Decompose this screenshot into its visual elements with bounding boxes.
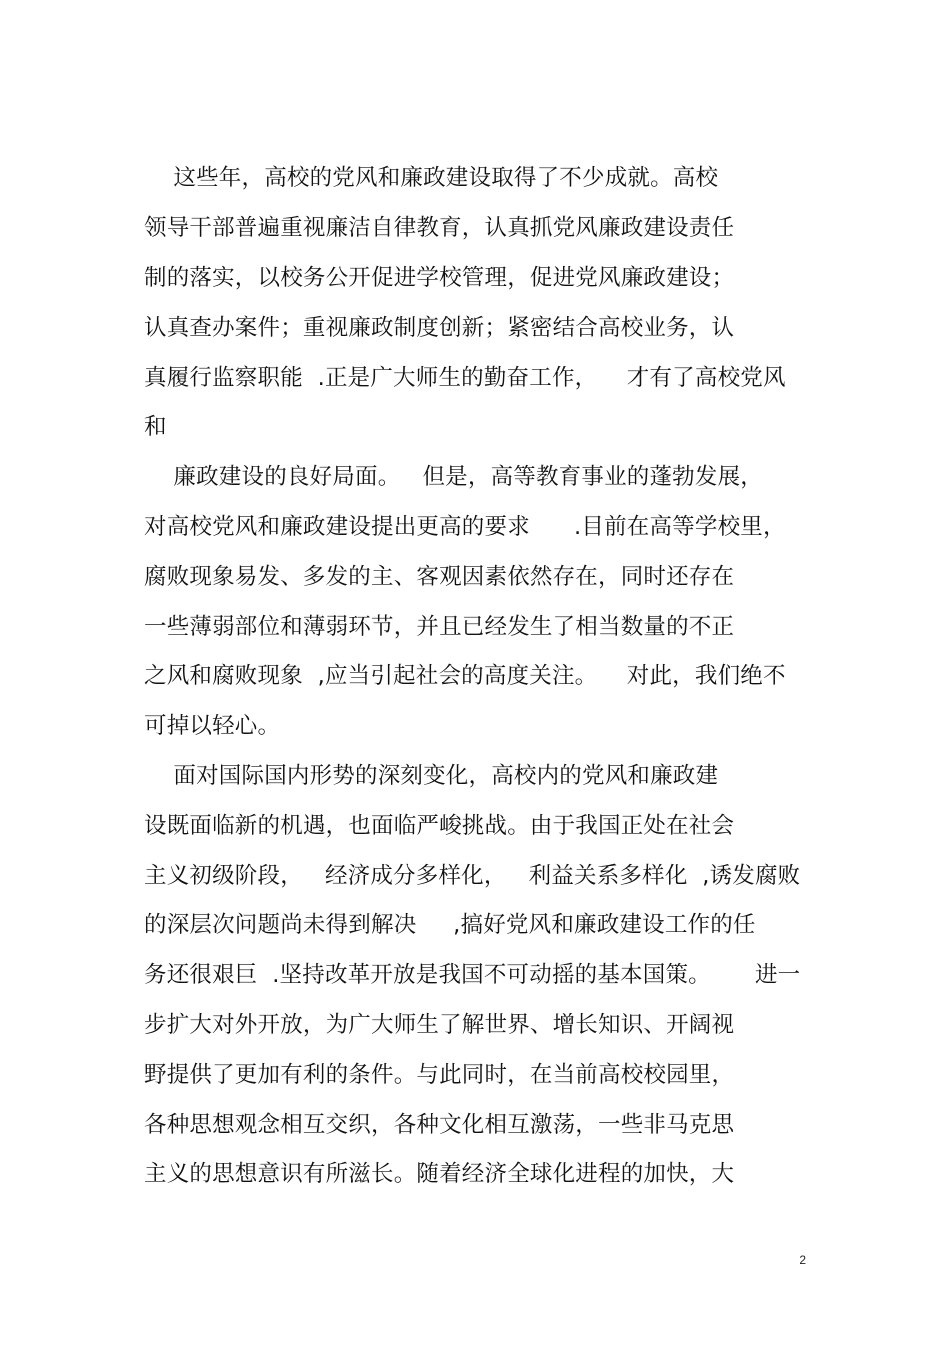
text-line: 制的落实，以校务公开促进学校管理，促进党风廉政建设； bbox=[144, 265, 735, 291]
text-line: 认真查办案件；重视廉政制度创新；紧密结合高校业务，认 bbox=[144, 315, 735, 341]
text-line: 主义的思想意识有所滋长。随着经济全球化进程的加快，大 bbox=[144, 1161, 735, 1187]
text-line: 各种思想观念相互交织，各种文化相互激荡，一些非马克思 bbox=[144, 1112, 735, 1138]
text-line: 腐败现象易发、多发的主、客观因素依然存在，同时还存在 bbox=[144, 564, 735, 590]
text-line: 务还很艰巨 .坚持改革开放是我国不可动摇的基本国策。 进一 bbox=[144, 962, 801, 988]
text-line: 对高校党风和廉政建设提出更高的要求 .目前在高等学校里， bbox=[144, 514, 786, 540]
text-line: 真履行监察职能 .正是广大师生的勤奋工作， 才有了高校党风 bbox=[144, 365, 786, 391]
text-line: 这些年，高校的党风和廉政建设取得了不少成就。高校 bbox=[144, 165, 719, 191]
text-line: 廉政建设的良好局面。 但是，高等教育事业的蓬勃发展， bbox=[144, 464, 763, 490]
text-line: 一些薄弱部位和薄弱环节，并且已经发生了相当数量的不正 bbox=[144, 614, 735, 640]
text-line: 野提供了更加有利的条件。与此同时，在当前高校校园里， bbox=[144, 1062, 735, 1088]
text-line: 设既面临新的机遇，也面临严峻挑战。由于我国正处在社会 bbox=[144, 813, 735, 839]
text-line: 面对国际国内形势的深刻变化，高校内的党风和廉政建 bbox=[144, 763, 719, 789]
page-number: 2 bbox=[799, 1253, 806, 1267]
text-line: 主义初级阶段， 经济成分多样化， 利益关系多样化 ,诱发腐败 bbox=[144, 863, 801, 889]
text-line: 的深层次问题尚未得到解决 ,搞好党风和廉政建设工作的任 bbox=[144, 912, 756, 938]
text-line: 和 bbox=[144, 414, 167, 440]
text-line: 步扩大对外开放，为广大师生了解世界、增长知识、开阔视 bbox=[144, 1012, 735, 1038]
text-line: 领导干部普遍重视廉洁自律教育，认真抓党风廉政建设责任 bbox=[144, 215, 735, 241]
text-line: 之风和腐败现象 ,应当引起社会的高度关注。 对此，我们绝不 bbox=[144, 663, 786, 689]
text-line: 可掉以轻心。 bbox=[144, 713, 281, 739]
